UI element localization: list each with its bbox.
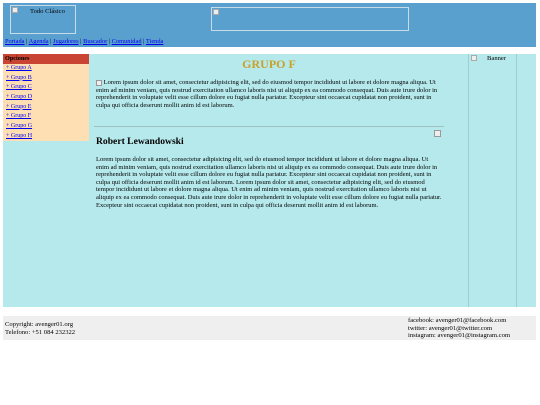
footer-phone: Telefono: +51 084 232322 xyxy=(5,328,76,336)
logo-alt-text: Todo Clásico xyxy=(30,8,65,15)
sidebar-link[interactable]: + Grupo F xyxy=(6,113,32,120)
footer-instagram: instagram: avenger01@instagram.com xyxy=(408,332,511,340)
player-bio: Lorem ipsum dolor sit amet, consectetur adipisicing elit, sed do eiusmod tempor incididunt ut labore et dolore magna aliqua. Ut enim ad minim veniam, quis nostrud exercitation ullamco laboris nisi ut aliquip ex ea commodo consequat. Duis aute irure dolor in reprehenderit in voluptate velit esse cillum dolore eu fugiat nulla pariatur. Excepteur sint occaecat cupidatat non proident, sunt in culpa qui officia deserunt mollit anim id est laborum. Lorem ipsum dolor sit amet, consectetur adipisicing elit, sed do eiusmod tempor incididunt ut labore et dolore magna aliqua. Ut enim ad minim veniam, quis nostrud exercitation ullamco laboris nisi ut aliquip ex ea commodo consequat. Duis aute irure dolor in reprehenderit in voluptate velit esse cillum dolore eu fugiat nulla pariatur. Excepteur sint occaecat cupidatat non proident, sunt in culpa qui officia deserunt mollit anim id est laborum. xyxy=(96,156,442,209)
group-intro-text: Lorem ipsum dolor sit amet, consectetur adipisicing elit, sed do eiusmod tempor incididunt ut labore et dolore magna aliqua. Ut enim ad minim veniam, quis nostrud exercitation ullamco laboris nisi ut aliquip ex ea commodo consequat. Duis aute irure dolor in reprehenderit in voluptate velit esse cillum dolore eu fugiat nulla pariatur. Excepteur sint occaecat cupidatat non proident, sunt in culpa qui officia deserunt mollit anim id est laborum. xyxy=(96,79,438,109)
sidebar-item-grupo-g xyxy=(3,122,89,132)
site-footer xyxy=(3,316,536,340)
footer-facebook: facebook: avenger01@facebook.com xyxy=(408,317,507,324)
nav-link-buscador[interactable]: Buscador xyxy=(83,38,108,45)
sidebar-item-grupo-f xyxy=(3,112,89,122)
sidebar-link[interactable]: + Grupo B xyxy=(6,74,32,81)
options-sidebar xyxy=(3,54,89,141)
page-title: GRUPO F xyxy=(242,57,296,71)
header-banner-image xyxy=(211,7,409,31)
sidebar-link[interactable]: + Grupo E xyxy=(6,103,32,110)
sidebar-item-grupo-c xyxy=(3,83,89,93)
sidebar-link[interactable]: + Grupo H xyxy=(6,132,33,139)
sidebar-heading: Opciones xyxy=(3,54,89,64)
sidebar-item-grupo-e xyxy=(3,103,89,113)
nav-link-tienda[interactable]: Tienda xyxy=(145,38,164,45)
site-logo[interactable] xyxy=(10,5,76,34)
footer-twitter: twitter: avenger01@twitter.com xyxy=(408,324,493,332)
broken-image-icon xyxy=(96,80,102,86)
group-intro xyxy=(96,79,442,109)
sidebar-item-grupo-a xyxy=(3,64,89,74)
nav-link-agenda[interactable]: Agenda xyxy=(28,38,49,45)
sidebar-link[interactable]: + Grupo G xyxy=(6,123,33,130)
broken-image-icon xyxy=(471,55,477,61)
broken-image-icon xyxy=(12,7,18,13)
nav-link-jugadores[interactable]: Jugadores xyxy=(53,38,79,45)
player-image xyxy=(434,130,441,137)
sidebar-item-grupo-d xyxy=(3,93,89,103)
nav-link-portada[interactable]: Portada xyxy=(5,38,25,45)
main-nav: Portada | Agenda | Jugadores | Buscador | Comunidad | Tienda xyxy=(5,38,164,45)
sidebar-item-grupo-b xyxy=(3,74,89,84)
sidebar-link[interactable]: + Grupo D xyxy=(6,94,33,101)
sidebar-item-grupo-h xyxy=(3,132,89,142)
site-header xyxy=(3,3,536,47)
sidebar-link[interactable]: + Grupo A xyxy=(6,65,32,71)
player-name: Robert Lewandowski xyxy=(96,136,184,147)
broken-image-icon xyxy=(213,9,219,15)
section-divider xyxy=(94,126,444,127)
footer-copyright: Copyright: avenger01.org xyxy=(5,321,74,328)
right-banner[interactable] xyxy=(468,54,517,307)
footer-contact xyxy=(5,321,75,336)
banner-alt-text: Banner xyxy=(487,55,507,62)
sidebar-link[interactable]: + Grupo C xyxy=(6,84,32,91)
footer-social xyxy=(408,317,510,340)
nav-link-comunidad[interactable]: Comunidad xyxy=(111,38,142,45)
main-area xyxy=(3,54,536,307)
